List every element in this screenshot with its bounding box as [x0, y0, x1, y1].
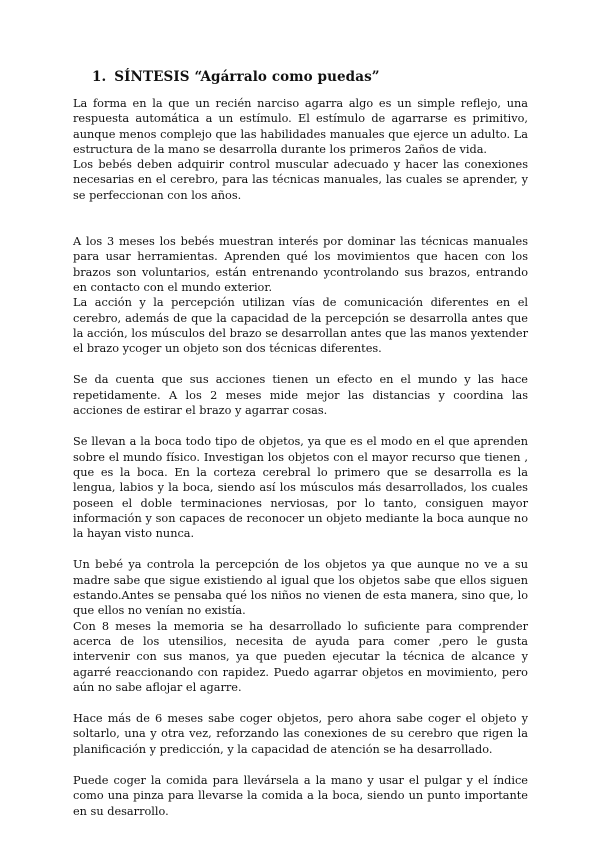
paragraph-5: Se da cuenta que sus acciones tienen un efecto en el mundo y las hace repetidamente. A los 2 meses mide mejor las distancias y coordina las acciones de estirar el brazo y agarrar cosas. — [73, 373, 528, 418]
document-body — [73, 96, 528, 819]
paragraph-2: Los bebés deben adquirir control muscular adecuado y hacer las conexiones necesarias en el cerebro, para las técnicas manuales, las cuales se aprender, y se perfeccionan con los años. — [73, 158, 528, 202]
paragraph-8: Con 8 meses la memoria se ha desarrollado lo suficiente para comprender acerca de los utensilios, necesita de ayuda para comer ,pero le gusta intervenir con sus manos, ya que pueden ejecutar la técnica de alcance y agarré reaccionando con rapidez. Puedo agarrar objetos en movimiento, pero aún no sabe aflojar el agarre. — [73, 619, 528, 694]
paragraph-10: Puede coger la comida para llevársela a la mano y usar el pulgar y el índice como una pinza para llevarse la comida a la boca, siendo un punto importante en su desarrollo. — [73, 773, 528, 818]
paragraph-3: A los 3 meses los bebés muestran interés por dominar las técnicas manuales para usar herramientas. Aprenden qué los movimientos que hacen con los brazos son voluntarios, están entrenando ycontrolando sus brazos, entrando en contacto con el mundo exterior. — [73, 235, 528, 294]
paragraph-9: Hace más de 6 meses sabe coger objetos, pero ahora sabe coger el objeto y soltarlo, una y otra vez, reforzando las conexiones de su cerebro que rigen la planificación y predicción, y la capacidad de atención se ha desarrollado. — [73, 712, 528, 756]
heading-text: SÍNTESIS “Agárralo como puedas” — [114, 69, 380, 85]
paragraph-7: Un bebé ya controla la percepción de los objetos ya que aunque no ve a su madre sabe que sigue existiendo al igual que los objetos sabe que ellos siguen estando.Antes se pensaba qué los niños no vienen de esta manera, sino que, lo que ellos no venían no existía. — [73, 558, 528, 618]
paragraph-6: Se llevan a la boca todo tipo de objetos, ya que es el modo en el que aprenden sobre el mundo físico. Investigan los objetos con el mayor recurso que tienen , que es la boca. En la corteza cerebral lo primero que se desarrolla es la lengua, labios y la boca, siendo así los músculos más desarrollados, los cuales poseen el doble terminaciones nerviosas, por lo tanto, consiguen mayor información y son capaces de reconocer un objeto mediante la boca aunque no la hayan visto nunca. — [73, 435, 528, 541]
paragraph-1: La forma en la que un recién narciso agarra algo es un simple reflejo, una respuesta automática a un estímulo. El estímulo de agarrarse es primitivo, aunque menos complejo que las habilidades manuales que ejerce un adulto. La estructura de la mano se desarrolla durante los primeros 2años de vida. — [73, 97, 528, 156]
paragraph-4: La acción y la percepción utilizan vías de comunicación diferentes en el cerebro, además de que la capacidad de la percepción se desarrolla antes que la acción, los músculos del brazo se desarrollan antes que las manos yextender el brazo ycoger un objeto son dos técnicas diferentes. — [73, 296, 528, 356]
heading-number: 1. — [92, 69, 107, 85]
section-heading — [92, 69, 380, 85]
